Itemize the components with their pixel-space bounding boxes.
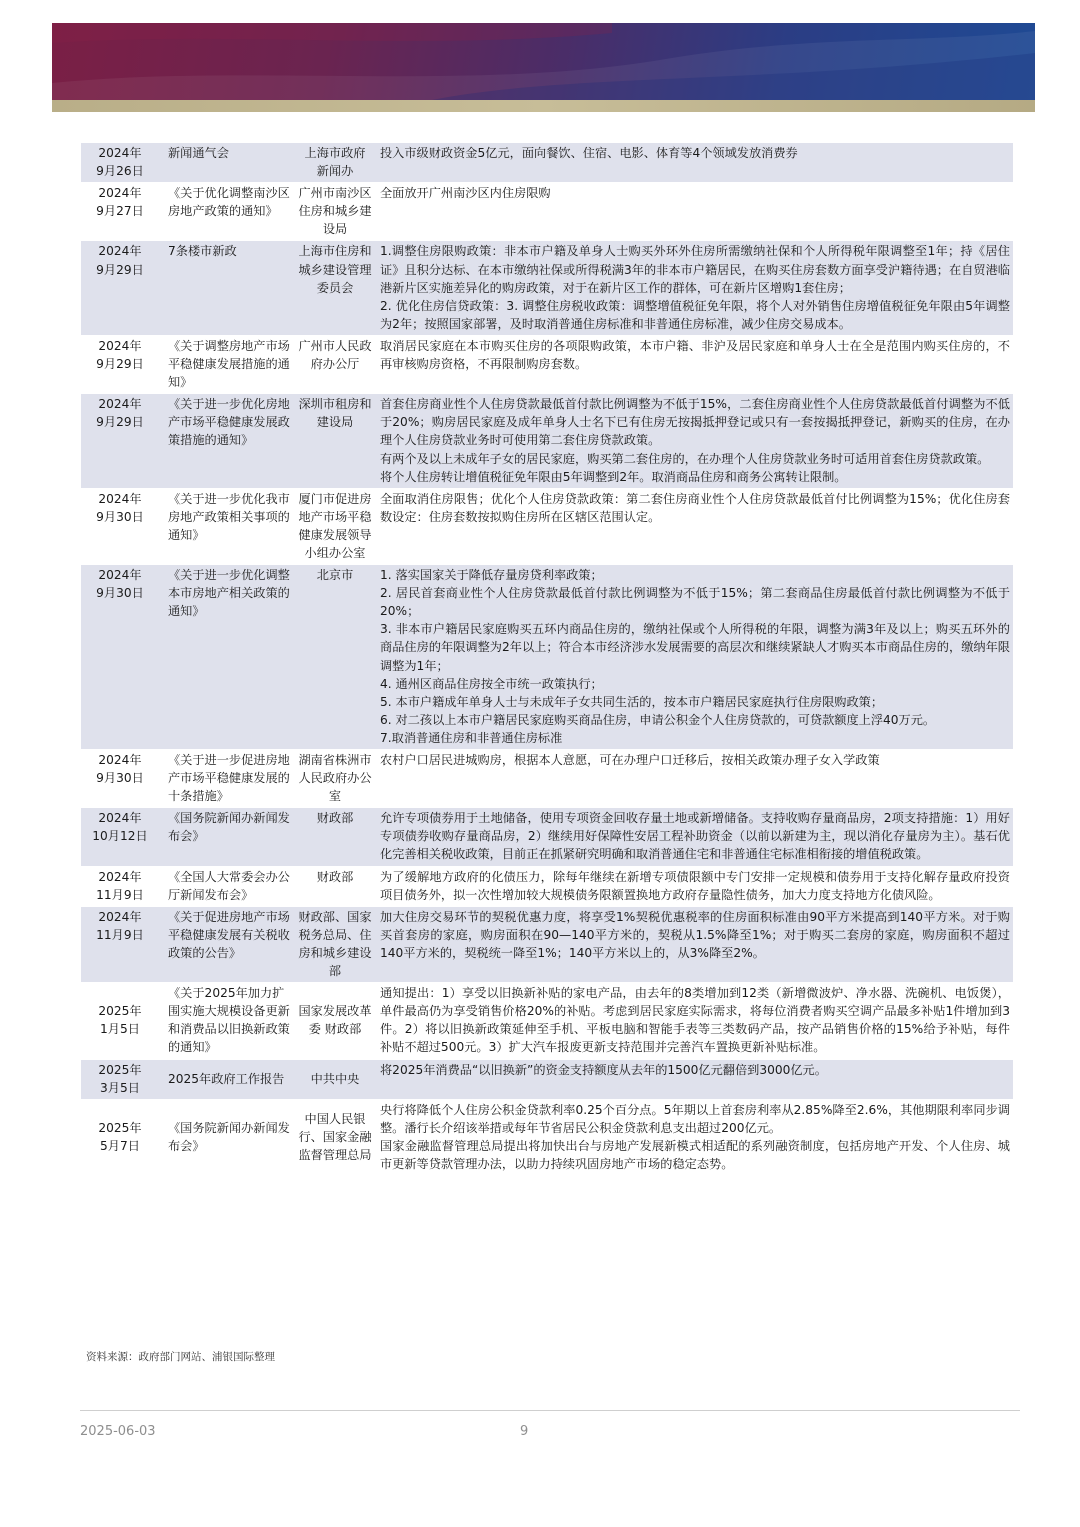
source-note: 资料来源：政府部门网站、浦银国际整理 [86, 1351, 275, 1363]
row-content: 通知提出：1）享受以旧换新补贴的家电产品，由去年的8类增加到12类（新增微波炉、净水器、洗碗机、电饭煲），单件最高仍为享受销售价格20%的补贴。考虑到居民家庭实际需求，将每位消费者购买空调产品最多补贴1件增加到3件。2）将以旧换新政策延伸至手机、平板电脑和智能手表等三类数码产品，按产品销售价格的15%给予补贴，每件补贴不超过500元。3）扩大汽车报废更新支持范围并完善汽车置换更新补贴标准。 [377, 983, 1013, 1059]
row-department: 北京市 [293, 565, 377, 750]
row-content: 将2025年消费品“以旧换新”的资金支持额度从去年的1500亿元翻倍到3000亿元。 [377, 1059, 1013, 1099]
row-date: 2025年 3月5日 [81, 1059, 165, 1099]
row-date: 2024年 9月30日 [81, 488, 165, 564]
footer-divider [80, 1410, 1020, 1411]
table-row [81, 143, 1013, 183]
row-content: 1.调整住房限购政策：非本市户籍及单身人士购买外环外住房所需缴纳社保和个人所得税年限调整至1年；持《居住证》且积分达标、在本市缴纳社保或所得税满3年的非本市户籍居民，在购买住房套数方面享受沪籍待遇；在自贸港临港新片区实施差异化的购房政策，对于在新片区工作的群体，可在新片区增购1套住房； 2. 优化住房信贷政策：3. 调整住房税收政策：调整增值税征免年限，将个人对外销售住房增值税征免年限由5年调整为2年；按照国家部署，及时取消普通住房标准和非普通住房标准，减少住房交易成本。 [377, 241, 1013, 335]
row-content: 央行将降低个人住房公积金贷款利率0.25个百分点。5年期以上首套房利率从2.85%降至2.6%，其他期限利率同步调整。潘行长介绍该举措或每年节省居民公积金贷款利息支出超过200亿元。 国家金融监督管理总局提出将加快出台与房地产发展新模式相适配的系列融资制度，包括房地产开发、个人住房、城市更新等贷款管理办法，以助力持续巩固房地产市场的稳定态势。 [377, 1099, 1013, 1175]
row-policy-name: 2025年政府工作报告 [165, 1059, 293, 1099]
row-date: 2024年 9月30日 [81, 750, 165, 808]
row-department: 中共中央 [293, 1059, 377, 1099]
row-date: 2024年 9月29日 [81, 241, 165, 335]
row-policy-name: 《关于优化调整南沙区房地产政策的通知》 [165, 183, 293, 241]
table-row [81, 906, 1013, 982]
row-date: 2024年 9月27日 [81, 183, 165, 241]
row-date: 2024年 9月29日 [81, 335, 165, 393]
row-content: 为了缓解地方政府的化债压力，除每年继续在新增专项债限额中专门安排一定规模和债券用于支持化解存量政府投资项目债务外，拟一次性增加较大规模债务限额置换地方政府存量隐性债务，加大力度支持地方化债风险。 [377, 866, 1013, 906]
row-department: 湖南省株洲市人民政府办公室 [293, 750, 377, 808]
row-date: 2025年 1月5日 [81, 983, 165, 1059]
row-date: 2024年 9月30日 [81, 565, 165, 750]
table-row [81, 866, 1013, 906]
row-policy-name: 《关于调整房地产市场平稳健康发展措施的通知》 [165, 335, 293, 393]
row-date: 2024年 10月12日 [81, 808, 165, 866]
row-content: 投入市级财政资金5亿元，面向餐饮、住宿、电影、体育等4个领域发放消费券 [377, 143, 1013, 183]
row-policy-name: 《国务院新闻办新闻发布会》 [165, 808, 293, 866]
table-row [81, 183, 1013, 241]
row-department: 广州市人民政府办公厅 [293, 335, 377, 393]
row-date: 2024年 9月29日 [81, 394, 165, 488]
footer-date: 2025-06-03 [80, 1424, 156, 1439]
row-policy-name: 《关于进一步优化调整本市房地产相关政策的通知》 [165, 565, 293, 750]
table-row [81, 394, 1013, 488]
row-department: 国家发展改革委 财政部 [293, 983, 377, 1059]
row-policy-name: 《关于促进房地产市场平稳健康发展有关税收政策的公告》 [165, 906, 293, 982]
row-date: 2024年 9月26日 [81, 143, 165, 183]
row-content: 取消居民家庭在本市购买住房的各项限购政策，本市户籍、非沪及居民家庭和单身人士在全是范围内购买住房的，不再审核购房资格，不再限制购房套数。 [377, 335, 1013, 393]
table-row [81, 565, 1013, 750]
row-department: 财政部、国家税务总局、住房和城乡建设部 [293, 906, 377, 982]
row-policy-name: 《关于进一步优化我市房地产政策相关事项的通知》 [165, 488, 293, 564]
row-content: 加大住房交易环节的契税优惠力度，将享受1%契税优惠税率的住房面积标准由90平方米提高到140平方米。对于购买首套房的家庭，购房面积在90—140平方米的，契税从1.5%降至1%；对于购买二套房的家庭，购房面积不超过140平方米的，契税统一降至1%；140平方米以上的，从3%降至2%。 [377, 906, 1013, 982]
banner-decoration [52, 23, 1035, 100]
row-department: 深圳市租房和建设局 [293, 394, 377, 488]
policy-table [81, 142, 1013, 1175]
table-row [81, 1099, 1013, 1175]
row-content: 全面放开广州南沙区内住房限购 [377, 183, 1013, 241]
table-row [81, 335, 1013, 393]
table-row [81, 808, 1013, 866]
row-department: 厦门市促进房地产市场平稳健康发展领导小组办公室 [293, 488, 377, 564]
row-department: 上海市政府 新闻办 [293, 143, 377, 183]
row-policy-name: 《关于2025年加力扩围实施大规模设备更新和消费品以旧换新政策的通知》 [165, 983, 293, 1059]
header-band [52, 100, 1035, 112]
row-policy-name: 《关于进一步促进房地产市场平稳健康发展的十条措施》 [165, 750, 293, 808]
table-row [81, 488, 1013, 564]
row-department: 财政部 [293, 808, 377, 866]
header-banner [52, 23, 1035, 100]
row-department: 广州市南沙区住房和城乡建设局 [293, 183, 377, 241]
row-policy-name: 《关于进一步优化房地产市场平稳健康发展政策措施的通知》 [165, 394, 293, 488]
row-date: 2024年 11月9日 [81, 866, 165, 906]
row-policy-name: 新闻通气会 [165, 143, 293, 183]
row-content: 允许专项债券用于土地储备，使用专项资金回收存量土地或新增储备。支持收购存量商品房，2项支持措施：1）用好专项债券收购存量商品房，2）继续用好保障性安居工程补助资金（以前以新建为主，现以消化存量房为主）。基石优化完善相关税收政策，目前正在抓紧研究明确和取消普通住宅和非普通住宅标准相衔接的增值税政策。 [377, 808, 1013, 866]
row-policy-name: 《全国人大常委会办公厅新闻发布会》 [165, 866, 293, 906]
table-row [81, 750, 1013, 808]
row-content: 全面取消住房限售；优化个人住房贷款政策：第二套住房商业性个人住房贷款最低首付比例调整为15%；优化住房套数设定：住房套数按拟购住房所在区辖区范围认定。 [377, 488, 1013, 564]
page-number: 9 [520, 1424, 529, 1439]
row-date: 2025年 5月7日 [81, 1099, 165, 1175]
table-row [81, 1059, 1013, 1099]
row-department: 财政部 [293, 866, 377, 906]
table-row [81, 241, 1013, 335]
row-content: 1. 落实国家关于降低存量房贷利率政策； 2. 居民首套商业性个人住房贷款最低首付款比例调整为不低于15%；第二套商品住房最低首付款比例调整为不低于20%； 3. 非本市户籍居民家庭购买五环内商品住房的，缴纳社保或个人所得税的年限，调整为满3年及以上；购买五环外的商品住房的年限调整为2年以上；符合本市经济涉水发展需要的高层次和继续紧缺人才购买本市商品住房的，缴纳年限调整为1年； 4. 通州区商品住房按全市统一政策执行； 5. 本市户籍成年单身人士与未成年子女共同生活的，按本市户籍居民家庭执行住房限购政策； 6. 对二孩以上本市户籍居民家庭购买商品住房，申请公积金个人住房贷款的，可贷款额度上浮40万元。 7.取消普通住房和非普通住房标准 [377, 565, 1013, 750]
row-policy-name: 《国务院新闻办新闻发布会》 [165, 1099, 293, 1175]
row-policy-name: 7条楼市新政 [165, 241, 293, 335]
table-row [81, 983, 1013, 1059]
policy-table-body [81, 143, 1013, 1176]
row-content: 首套住房商业性个人住房贷款最低首付款比例调整为不低于15%，二套住房商业性个人住房贷款最低首付调整为不低于20%；购房居民家庭及成年单身人士名下已有住房无按揭抵押登记或只有一套按揭抵押登记，新购买的住房，在办理个人住房贷款业务时可使用第二套住房贷款政策。 有两个及以上未成年子女的居民家庭，购买第二套住房的，在办理个人住房贷款业务时可适用首套住房贷款政策。 将个人住房转让增值税征免年限由5年调整到2年。取消商品住房和商务公寓转让限制。 [377, 394, 1013, 488]
row-department: 上海市住房和城乡建设管理委员会 [293, 241, 377, 335]
row-department: 中国人民银行、国家金融监督管理总局 [293, 1099, 377, 1175]
row-date: 2024年 11月9日 [81, 906, 165, 982]
row-content: 农村户口居民进城购房，根据本人意愿，可在办理户口迁移后，按相关政策办理子女入学政策 [377, 750, 1013, 808]
